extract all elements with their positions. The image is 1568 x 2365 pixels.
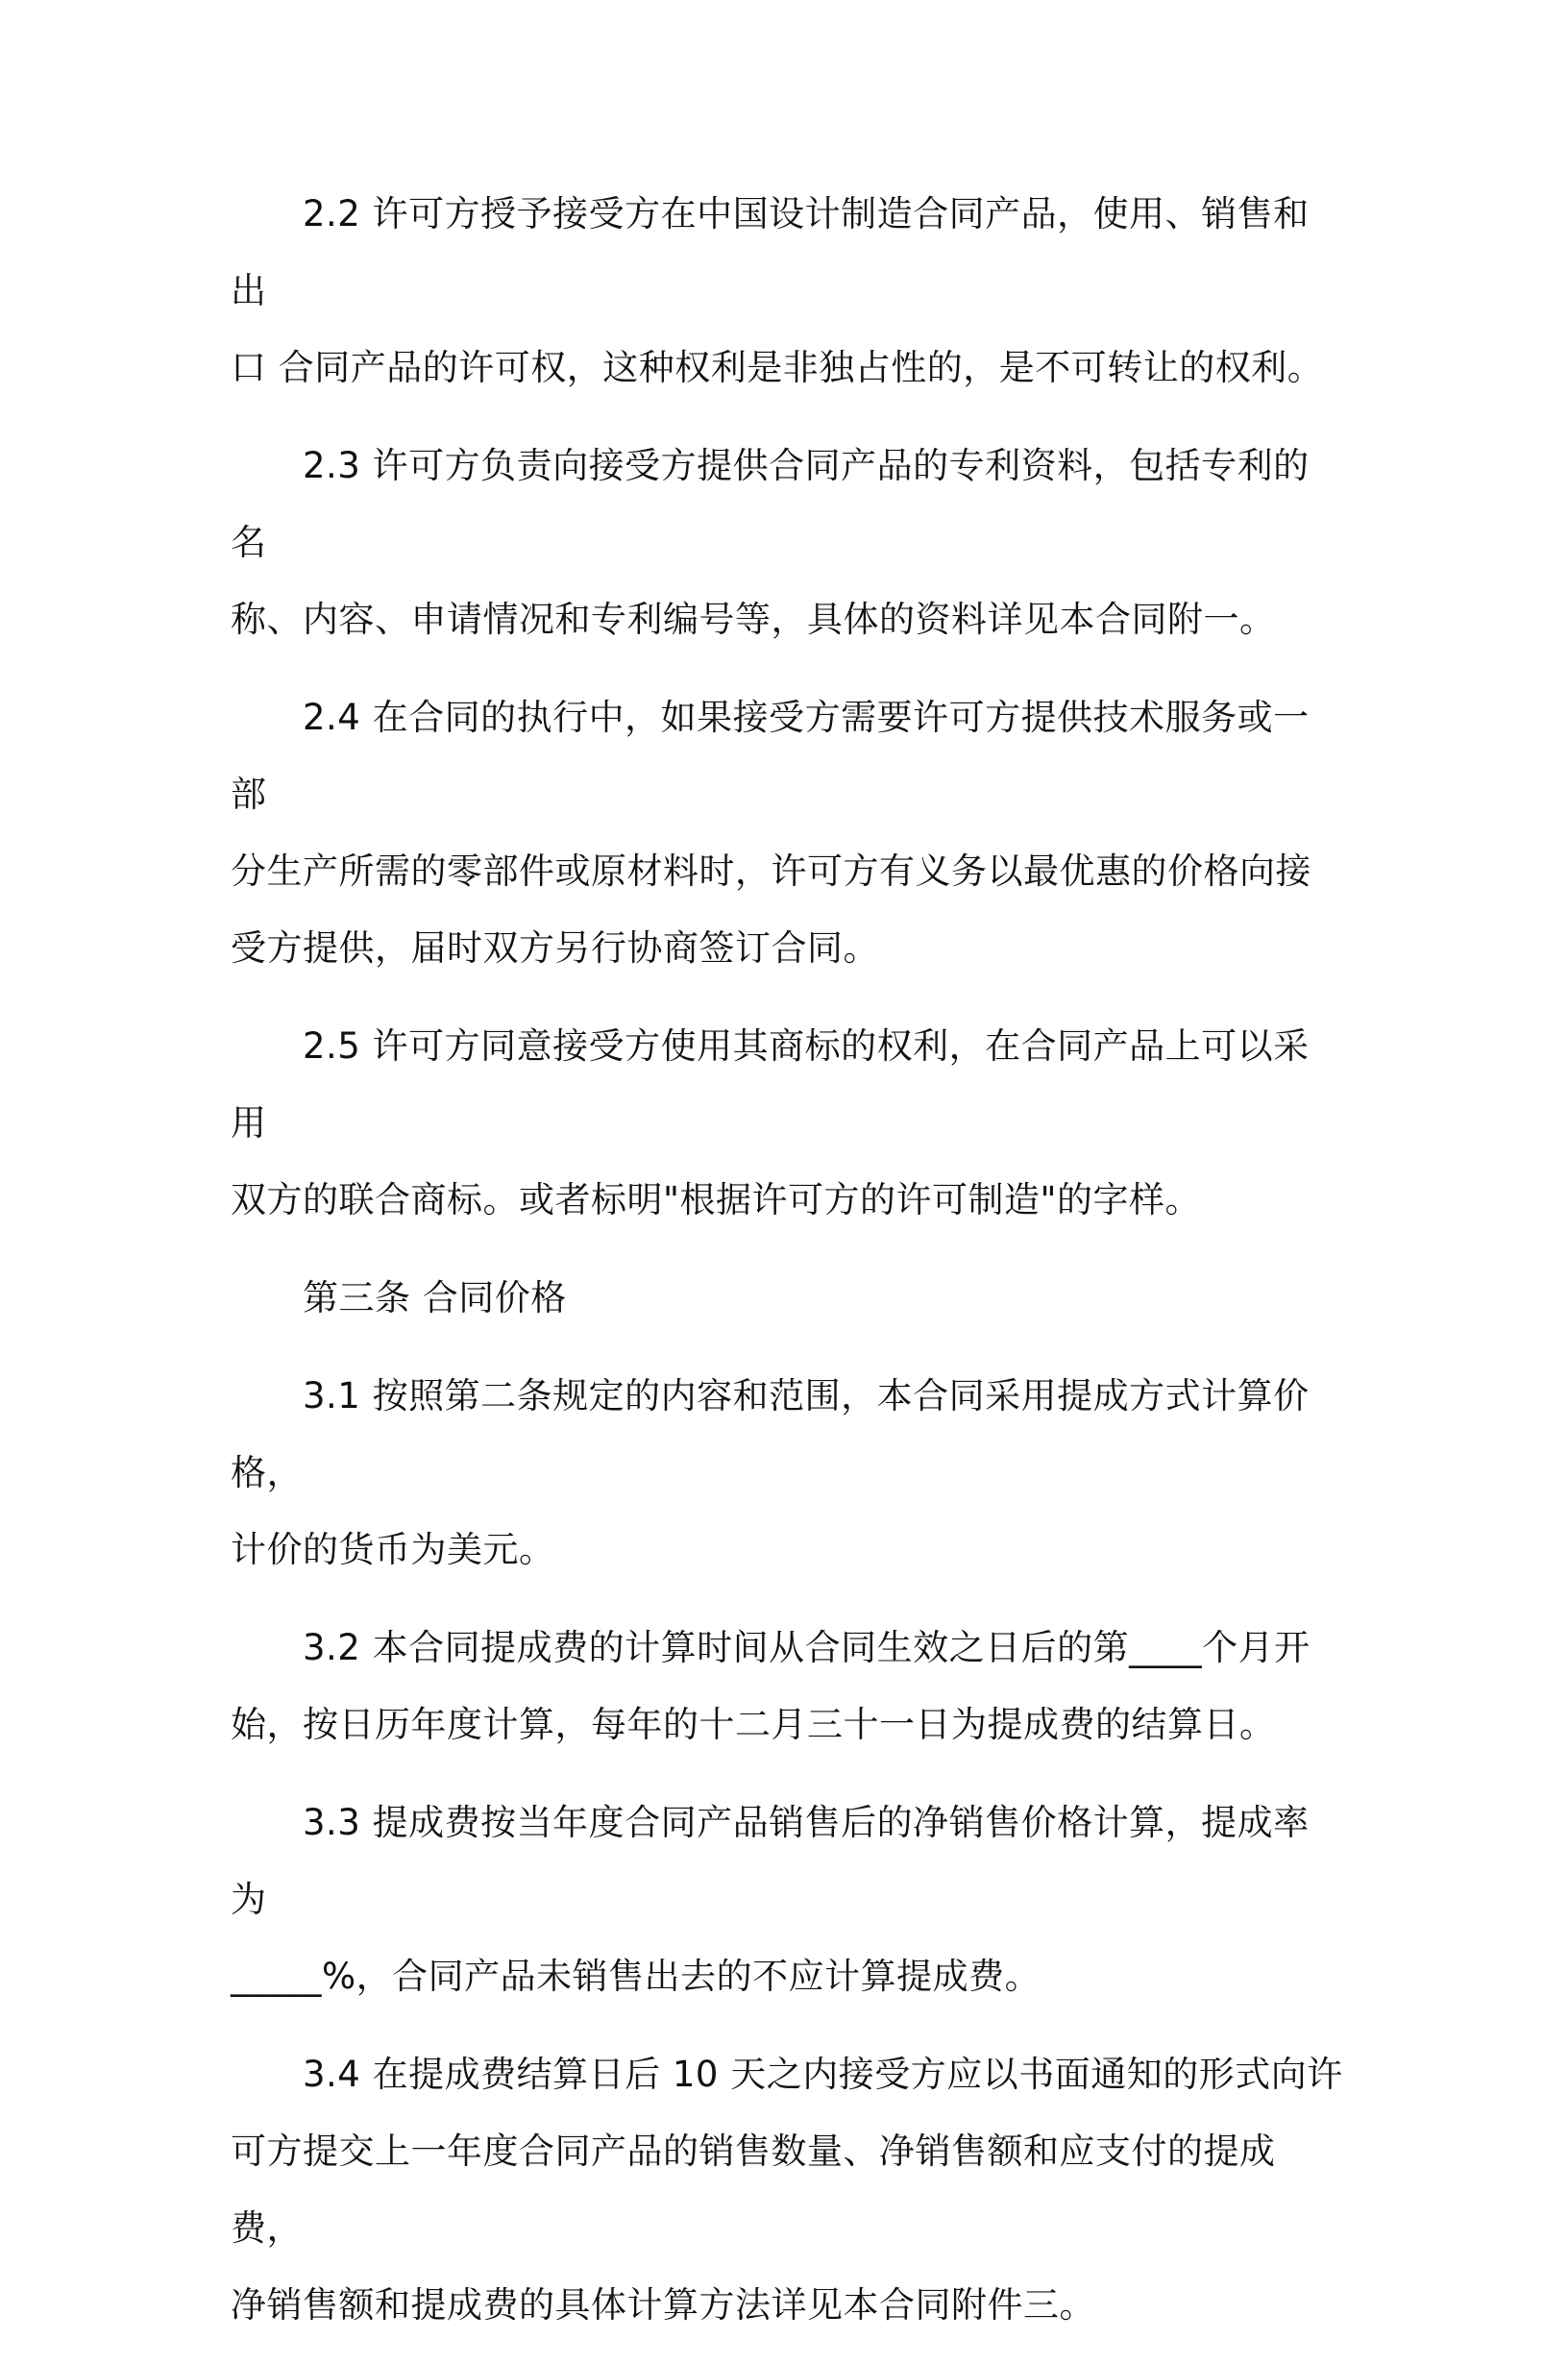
clause-3-2-line-1: 3.2 本合同提成费的计算时间从合同生效之日后的第____个月开 <box>303 1627 1311 1668</box>
clause-3-1-line-2: 计价的货币为美元。 <box>231 1529 555 1570</box>
clause-2-4-line-1: 2.4 在合同的执行中，如果接受方需要许可方提供技术服务或一部 <box>231 697 1310 815</box>
clause-2-3 <box>231 428 1345 658</box>
clause-3-4 <box>231 2036 1345 2344</box>
clause-2-3-line-2: 称、内容、申请情况和专利编号等，具体的资料详见本合同附一。 <box>231 599 1276 640</box>
clause-2-2-line-1: 2.2 许可方授予接受方在中国设计制造合同产品，使用、销售和出 <box>231 193 1310 311</box>
clause-3-2-line-2: 始，按日历年度计算，每年的十二月三十一日为提成费的结算日。 <box>231 1704 1276 1745</box>
clause-3-1 <box>231 1358 1345 1589</box>
clause-3-3-line-2: _____%，合同产品未销售出去的不应计算提成费。 <box>231 1956 1041 1997</box>
clause-3-3 <box>231 1785 1345 2015</box>
article-3-heading <box>231 1260 1345 1337</box>
clause-2-5-line-1: 2.5 许可方同意接受方使用其商标的权利，在合同产品上可以采用 <box>231 1025 1310 1144</box>
clause-2-5-line-2: 双方的联合商标。或者标明"根据许可方的许可制造"的字样。 <box>231 1179 1202 1220</box>
clause-3-1-line-1: 3.1 按照第二条规定的内容和范围，本合同采用提成方式计算价格， <box>231 1375 1310 1493</box>
article-3-title: 第三条 合同价格 <box>303 1277 567 1318</box>
clause-3-4-line-2: 可方提交上一年度合同产品的销售数量、净销售额和应支付的提成费， <box>231 2131 1276 2249</box>
clause-3-4-line-1: 3.4 在提成费结算日后 10 天之内接受方应以书面通知的形式向许 <box>303 2054 1343 2095</box>
clause-2-4 <box>231 679 1345 987</box>
document-body <box>231 176 1345 2365</box>
clause-2-3-line-1: 2.3 许可方负责向接受方提供合同产品的专利资料，包括专利的名 <box>231 445 1310 563</box>
clause-3-3-line-1: 3.3 提成费按当年度合同产品销售后的净销售价格计算，提成率为 <box>231 1802 1310 1920</box>
clause-3-4-line-3: 净销售额和提成费的具体计算方法详见本合同附件三。 <box>231 2284 1095 2326</box>
clause-2-2 <box>231 176 1345 406</box>
clause-2-2-line-2: 口 合同产品的许可权，这种权利是非独占性的，是不可转让的权利。 <box>231 347 1324 388</box>
clause-2-4-line-3: 受方提供，届时双方另行协商签订合同。 <box>231 927 879 969</box>
clause-2-4-line-2: 分生产所需的零部件或原材料时，许可方有义务以最优惠的价格向接 <box>231 850 1311 892</box>
clause-2-5 <box>231 1008 1345 1239</box>
clause-3-2 <box>231 1610 1345 1763</box>
